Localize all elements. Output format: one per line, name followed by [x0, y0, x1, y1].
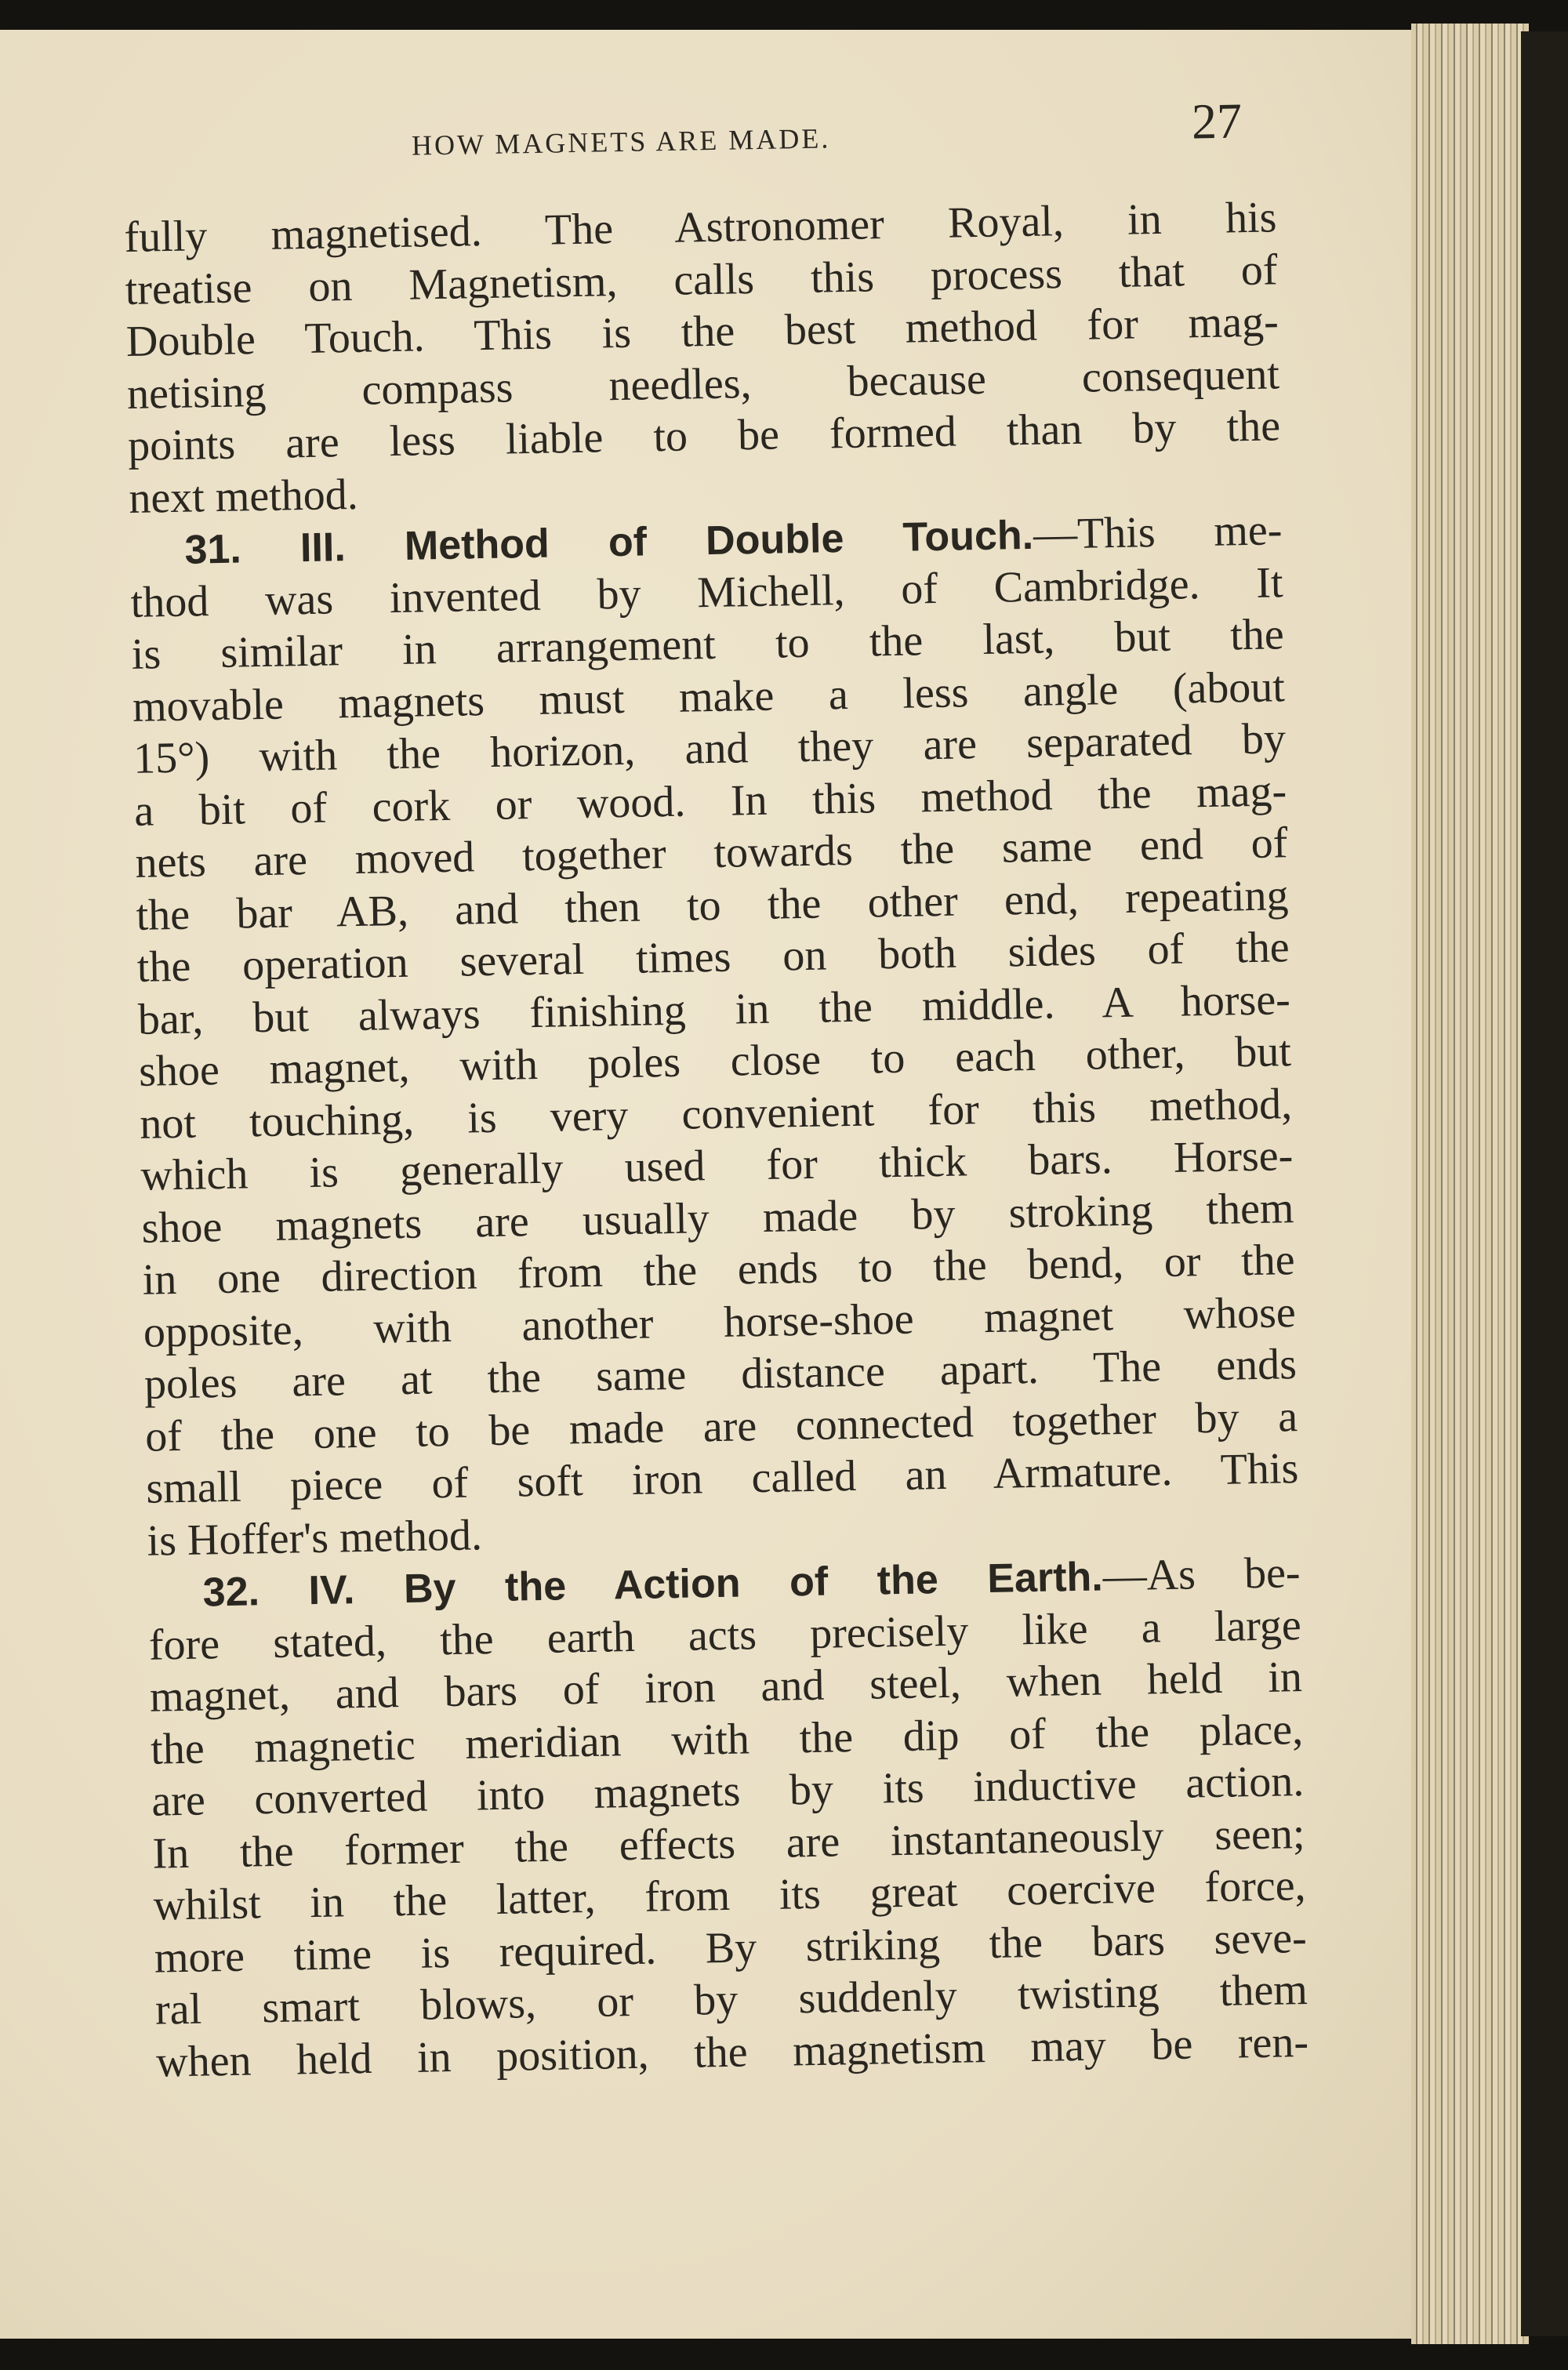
line-text: nets are moved together towards the same end of: [134, 818, 1288, 887]
line-text: whilst in the latter, from its great coercive force,: [153, 1861, 1307, 1930]
line-text: more time is required. By striking the bars seve-: [154, 1913, 1308, 1983]
line-text: fully magnetised. The Astronomer Royal, in his: [124, 193, 1277, 262]
line-text: in one direction from the ends to the bend, or the: [142, 1236, 1296, 1305]
binding-shadow: [1521, 31, 1568, 2336]
line-text: when held in position, the magnetism may be ren-: [155, 2017, 1309, 2087]
line-text: bar, but always finishing in the middle. A horse-: [137, 974, 1291, 1044]
line-text: —As be-: [1102, 1548, 1301, 1601]
line-text: opposite, with another horse-shoe magnet whose: [143, 1287, 1297, 1357]
line-text: Double Touch. This is the best method for mag-: [125, 297, 1279, 366]
line-text: small piece of soft iron called an Armature. This: [145, 1444, 1299, 1513]
line-text: shoe magnet, with poles close to each other, but: [138, 1027, 1292, 1096]
line-text: a bit of cork or wood. In this method the mag-: [133, 766, 1287, 836]
line-text: shoe magnets are usually made by stroking them: [141, 1183, 1294, 1253]
line-text: of the one to be made are connected together by a: [144, 1392, 1298, 1461]
line-text: the bar AB, and then to the other end, repeating: [136, 870, 1289, 940]
line-text: the magnetic meridian with the dip of the place,: [150, 1704, 1304, 1774]
section-heading: 31. III. Method of Double Touch.: [184, 512, 1034, 573]
line-text: poles are at the same distance apart. The ends: [143, 1340, 1298, 1409]
line-text: points are less liable to be formed than by the: [127, 401, 1281, 470]
line-text: are converted into magnets by its inductive action.: [151, 1757, 1305, 1826]
line-text: fore stated, the earth acts precisely like a large: [148, 1600, 1302, 1670]
running-title: HOW MAGNETS ARE MADE.: [411, 122, 831, 162]
line-text: 15°) with the horizon, and they are separated by: [132, 714, 1287, 783]
paragraph: [147, 1547, 1308, 2089]
line-text: In the former the effects are instantaneously seen;: [152, 1809, 1305, 1878]
line-text: —This me-: [1033, 506, 1283, 559]
line-text: the operation several times on both sides of the: [136, 923, 1290, 992]
line-text: ral smart blows, or by suddenly twisting them: [154, 1965, 1308, 2034]
paragraph: [124, 191, 1282, 524]
paragraph: [129, 504, 1300, 1566]
line-text: which is generally used for thick bars. Horse-: [140, 1131, 1294, 1200]
line-text: not touching, is very convenient for this method,: [139, 1079, 1293, 1149]
page-number: 27: [1191, 93, 1243, 150]
body-text: [124, 191, 1309, 2088]
line-text: next method.: [128, 470, 359, 523]
line-text: thod was invented by Michell, of Cambridge. It: [130, 557, 1284, 627]
line-text: is Hoffer's method.: [147, 1510, 483, 1566]
section-heading: 32. IV. By the Action of the Earth.: [202, 1554, 1104, 1616]
line-text: netising compass needles, because consequent: [126, 349, 1280, 419]
page-edges: [1411, 24, 1529, 2344]
line-text: movable magnets must make a less angle (about: [132, 662, 1286, 731]
line-text: is similar in arrangement to the last, but the: [131, 610, 1285, 679]
line-text: magnet, and bars of iron and steel, when held in: [149, 1653, 1303, 1722]
line-text: treatise on Magnetism, calls this process that of: [125, 245, 1279, 314]
